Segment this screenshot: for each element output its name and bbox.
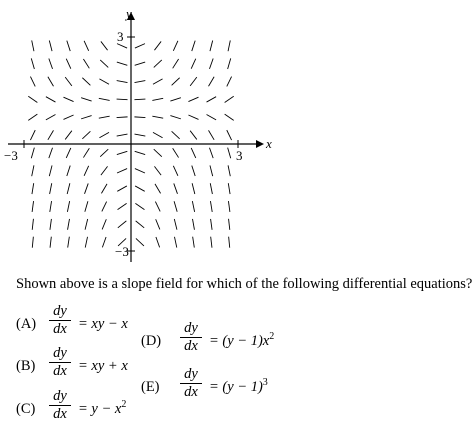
slope-segment [32, 183, 34, 194]
slope-segment [46, 97, 56, 102]
choice-letter: (C) [16, 401, 36, 417]
slope-segment [192, 166, 195, 176]
slope-segment [191, 148, 196, 158]
derivative-fraction [48, 303, 72, 338]
slope-segment [63, 115, 73, 119]
choice-expression [78, 358, 128, 375]
derivative-fraction [48, 345, 72, 380]
tick-label-y-min: −3 [115, 244, 129, 259]
slope-segment [227, 130, 232, 140]
slope-segment [32, 40, 34, 51]
slope-segment [85, 219, 88, 230]
slope-segment [30, 77, 35, 87]
slope-segment [85, 237, 87, 248]
slope-segment [100, 149, 108, 157]
slope-segment [30, 130, 35, 140]
slope-segment [209, 148, 213, 158]
slope-segment [191, 59, 196, 69]
slope-segment [49, 165, 52, 176]
slope-segment [190, 77, 197, 86]
choice-expression [209, 379, 268, 396]
x-axis-label: x [266, 136, 272, 151]
slope-segment [228, 183, 230, 194]
choice-letter: (A) [16, 316, 37, 332]
slope-segment [99, 132, 109, 137]
slope-segment [101, 41, 108, 50]
slope-segment [193, 237, 195, 248]
slope-segment [117, 169, 127, 173]
slope-segment [67, 183, 70, 194]
slope-segment [172, 78, 180, 86]
derivative-fraction [179, 320, 203, 355]
slope-segment [117, 134, 128, 136]
slope-segment [211, 237, 212, 248]
expression-body: = (y − 1) [209, 379, 263, 395]
slope-segment [228, 165, 230, 176]
fraction-denominator: dx [184, 338, 198, 354]
slope-segment [66, 59, 71, 69]
slope-segment [228, 58, 231, 69]
fraction-denominator: dx [53, 363, 67, 379]
slope-segment [136, 221, 145, 228]
slope-segment [188, 97, 198, 101]
slope-segment [117, 44, 127, 48]
choice-letter: (D) [141, 333, 162, 349]
slope-segment [101, 166, 108, 175]
slope-segment [192, 41, 195, 51]
slope-segment [155, 202, 160, 212]
slope-segment [50, 201, 52, 212]
slope-segment [85, 183, 89, 193]
slope-segment [210, 201, 212, 212]
slope-segment [134, 99, 145, 100]
slope-segment [174, 219, 177, 230]
slope-segment [211, 219, 212, 230]
choice-letter: (B) [16, 358, 36, 374]
slope-segment [210, 165, 213, 176]
slope-segment [154, 41, 161, 50]
slope-segment [225, 114, 234, 120]
expression-body: = y − x [78, 401, 122, 417]
slope-segment [99, 79, 109, 84]
slope-segment [99, 116, 110, 118]
slope-segment [173, 148, 179, 157]
question-text: Shown above is a slope field for which of the following differential equations? [16, 276, 473, 292]
slope-segment [28, 96, 37, 102]
slope-segment [227, 77, 232, 87]
slope-segment [193, 219, 195, 230]
slope-segment [207, 115, 217, 120]
slope-segment [154, 60, 162, 68]
slope-segment [68, 237, 70, 248]
derivative-fraction [48, 388, 72, 423]
slope-segment [228, 40, 230, 51]
slope-segment [228, 148, 231, 159]
choice-expression [78, 316, 128, 333]
slope-segment [68, 219, 70, 230]
slope-segment [117, 99, 128, 100]
fraction-numerator: dy [53, 345, 67, 361]
slope-segment [28, 114, 37, 120]
slope-segment [135, 81, 146, 83]
slope-segment [49, 58, 53, 68]
slope-segment [46, 115, 56, 120]
slope-segment [229, 219, 230, 230]
slope-segment [117, 117, 128, 118]
expression-exponent: 2 [269, 331, 275, 342]
slope-segment [207, 97, 217, 102]
slope-segment [174, 183, 178, 193]
slope-segment [152, 98, 163, 100]
slope-segment [102, 202, 107, 212]
slope-segment [192, 183, 195, 194]
slope-segment [135, 203, 144, 209]
slope-segment [50, 237, 51, 248]
slope-segment [118, 203, 127, 209]
fraction-denominator: dx [53, 406, 67, 422]
x-axis-arrow [256, 140, 264, 148]
slope-segment [154, 149, 162, 157]
slope-segment [170, 98, 180, 101]
slope-segment [192, 201, 194, 212]
slope-segment [81, 98, 91, 101]
slope-segment [101, 184, 107, 193]
slope-segment [135, 44, 145, 48]
choice-expression [78, 401, 126, 418]
slope-segment [173, 166, 178, 176]
slope-segment [100, 60, 108, 68]
slope-segment [173, 59, 179, 68]
slope-segment [32, 237, 33, 248]
slope-segment [135, 151, 145, 154]
slope-segment [210, 183, 212, 194]
slope-segment [84, 166, 89, 176]
slope-segment [48, 77, 54, 86]
slope-segment [85, 201, 88, 212]
slope-segment [67, 201, 69, 212]
slope-segment [102, 237, 106, 247]
slope-segment [102, 219, 106, 229]
slope-segment [49, 40, 52, 51]
slope-segment [210, 40, 213, 51]
expression-exponent: 2 [121, 399, 127, 410]
slope-segment [32, 201, 33, 212]
slope-segment [174, 237, 176, 248]
slope-segment [99, 98, 110, 100]
tick-label-x-max: 3 [236, 148, 243, 163]
slope-segment [134, 117, 145, 118]
slope-segment [49, 148, 53, 158]
slope-segment [32, 165, 34, 176]
slope-segment [66, 148, 71, 158]
slope-segment [152, 116, 163, 118]
slope-segment [65, 131, 72, 140]
slope-segment [173, 41, 178, 51]
slope-segment [83, 148, 89, 157]
slope-segment [136, 238, 144, 246]
slope-segment [225, 96, 234, 102]
slope-segment [156, 237, 160, 247]
fraction-denominator: dx [184, 384, 198, 400]
slope-segment [31, 148, 34, 159]
slope-segment [155, 184, 161, 193]
slope-segment [135, 169, 145, 173]
slope-segment [117, 62, 127, 65]
slope-segment [117, 151, 127, 154]
slope-segment [32, 219, 33, 230]
slope-segment [154, 166, 161, 175]
slope-segment [190, 131, 197, 140]
slope-segment [209, 58, 213, 68]
fraction-numerator: dy [53, 303, 67, 319]
slope-segment [50, 183, 52, 194]
slope-segment [153, 79, 163, 84]
y-axis-label: y [126, 6, 132, 21]
choice-letter: (E) [141, 379, 160, 395]
derivative-fraction [179, 366, 203, 401]
slope-segment [84, 41, 89, 51]
tick-label-y-max: 3 [117, 29, 124, 44]
expression-body: = xy − x [78, 316, 128, 332]
slope-segment [172, 131, 180, 139]
slope-segment [209, 77, 215, 86]
slope-segment [118, 221, 127, 228]
expression-body: = (y − 1)x [209, 333, 270, 349]
fraction-denominator: dx [53, 321, 67, 337]
fraction-numerator: dy [184, 320, 198, 336]
slope-segment [67, 166, 70, 176]
slope-segment [83, 59, 89, 68]
slope-segment [117, 81, 128, 83]
slope-segment [65, 77, 72, 86]
slope-segment [81, 116, 91, 119]
slope-segment [82, 131, 90, 139]
slope-segment [63, 97, 73, 101]
slope-segment [82, 78, 90, 86]
expression-body: = xy + x [78, 358, 128, 374]
slope-segment [188, 115, 198, 119]
fraction-numerator: dy [53, 388, 67, 404]
slope-segment [170, 116, 180, 119]
slope-segment [50, 219, 51, 230]
expression-exponent: 3 [262, 377, 268, 388]
slope-segment [48, 130, 54, 139]
slope-segment [153, 132, 163, 137]
slope-segment [117, 186, 127, 191]
slope-segment [229, 237, 230, 248]
slope-segment [209, 130, 215, 139]
slope-segment [228, 201, 229, 212]
tick-label-x-min: −3 [4, 148, 18, 163]
slope-segment [135, 62, 145, 65]
fraction-numerator: dy [184, 366, 198, 382]
slope-segment [174, 201, 177, 212]
choice-expression [209, 333, 274, 350]
slope-segment [31, 58, 34, 69]
slope-segment [135, 134, 146, 136]
slope-segment [67, 41, 70, 51]
slope-segment [135, 186, 145, 191]
slope-segment [156, 219, 160, 229]
